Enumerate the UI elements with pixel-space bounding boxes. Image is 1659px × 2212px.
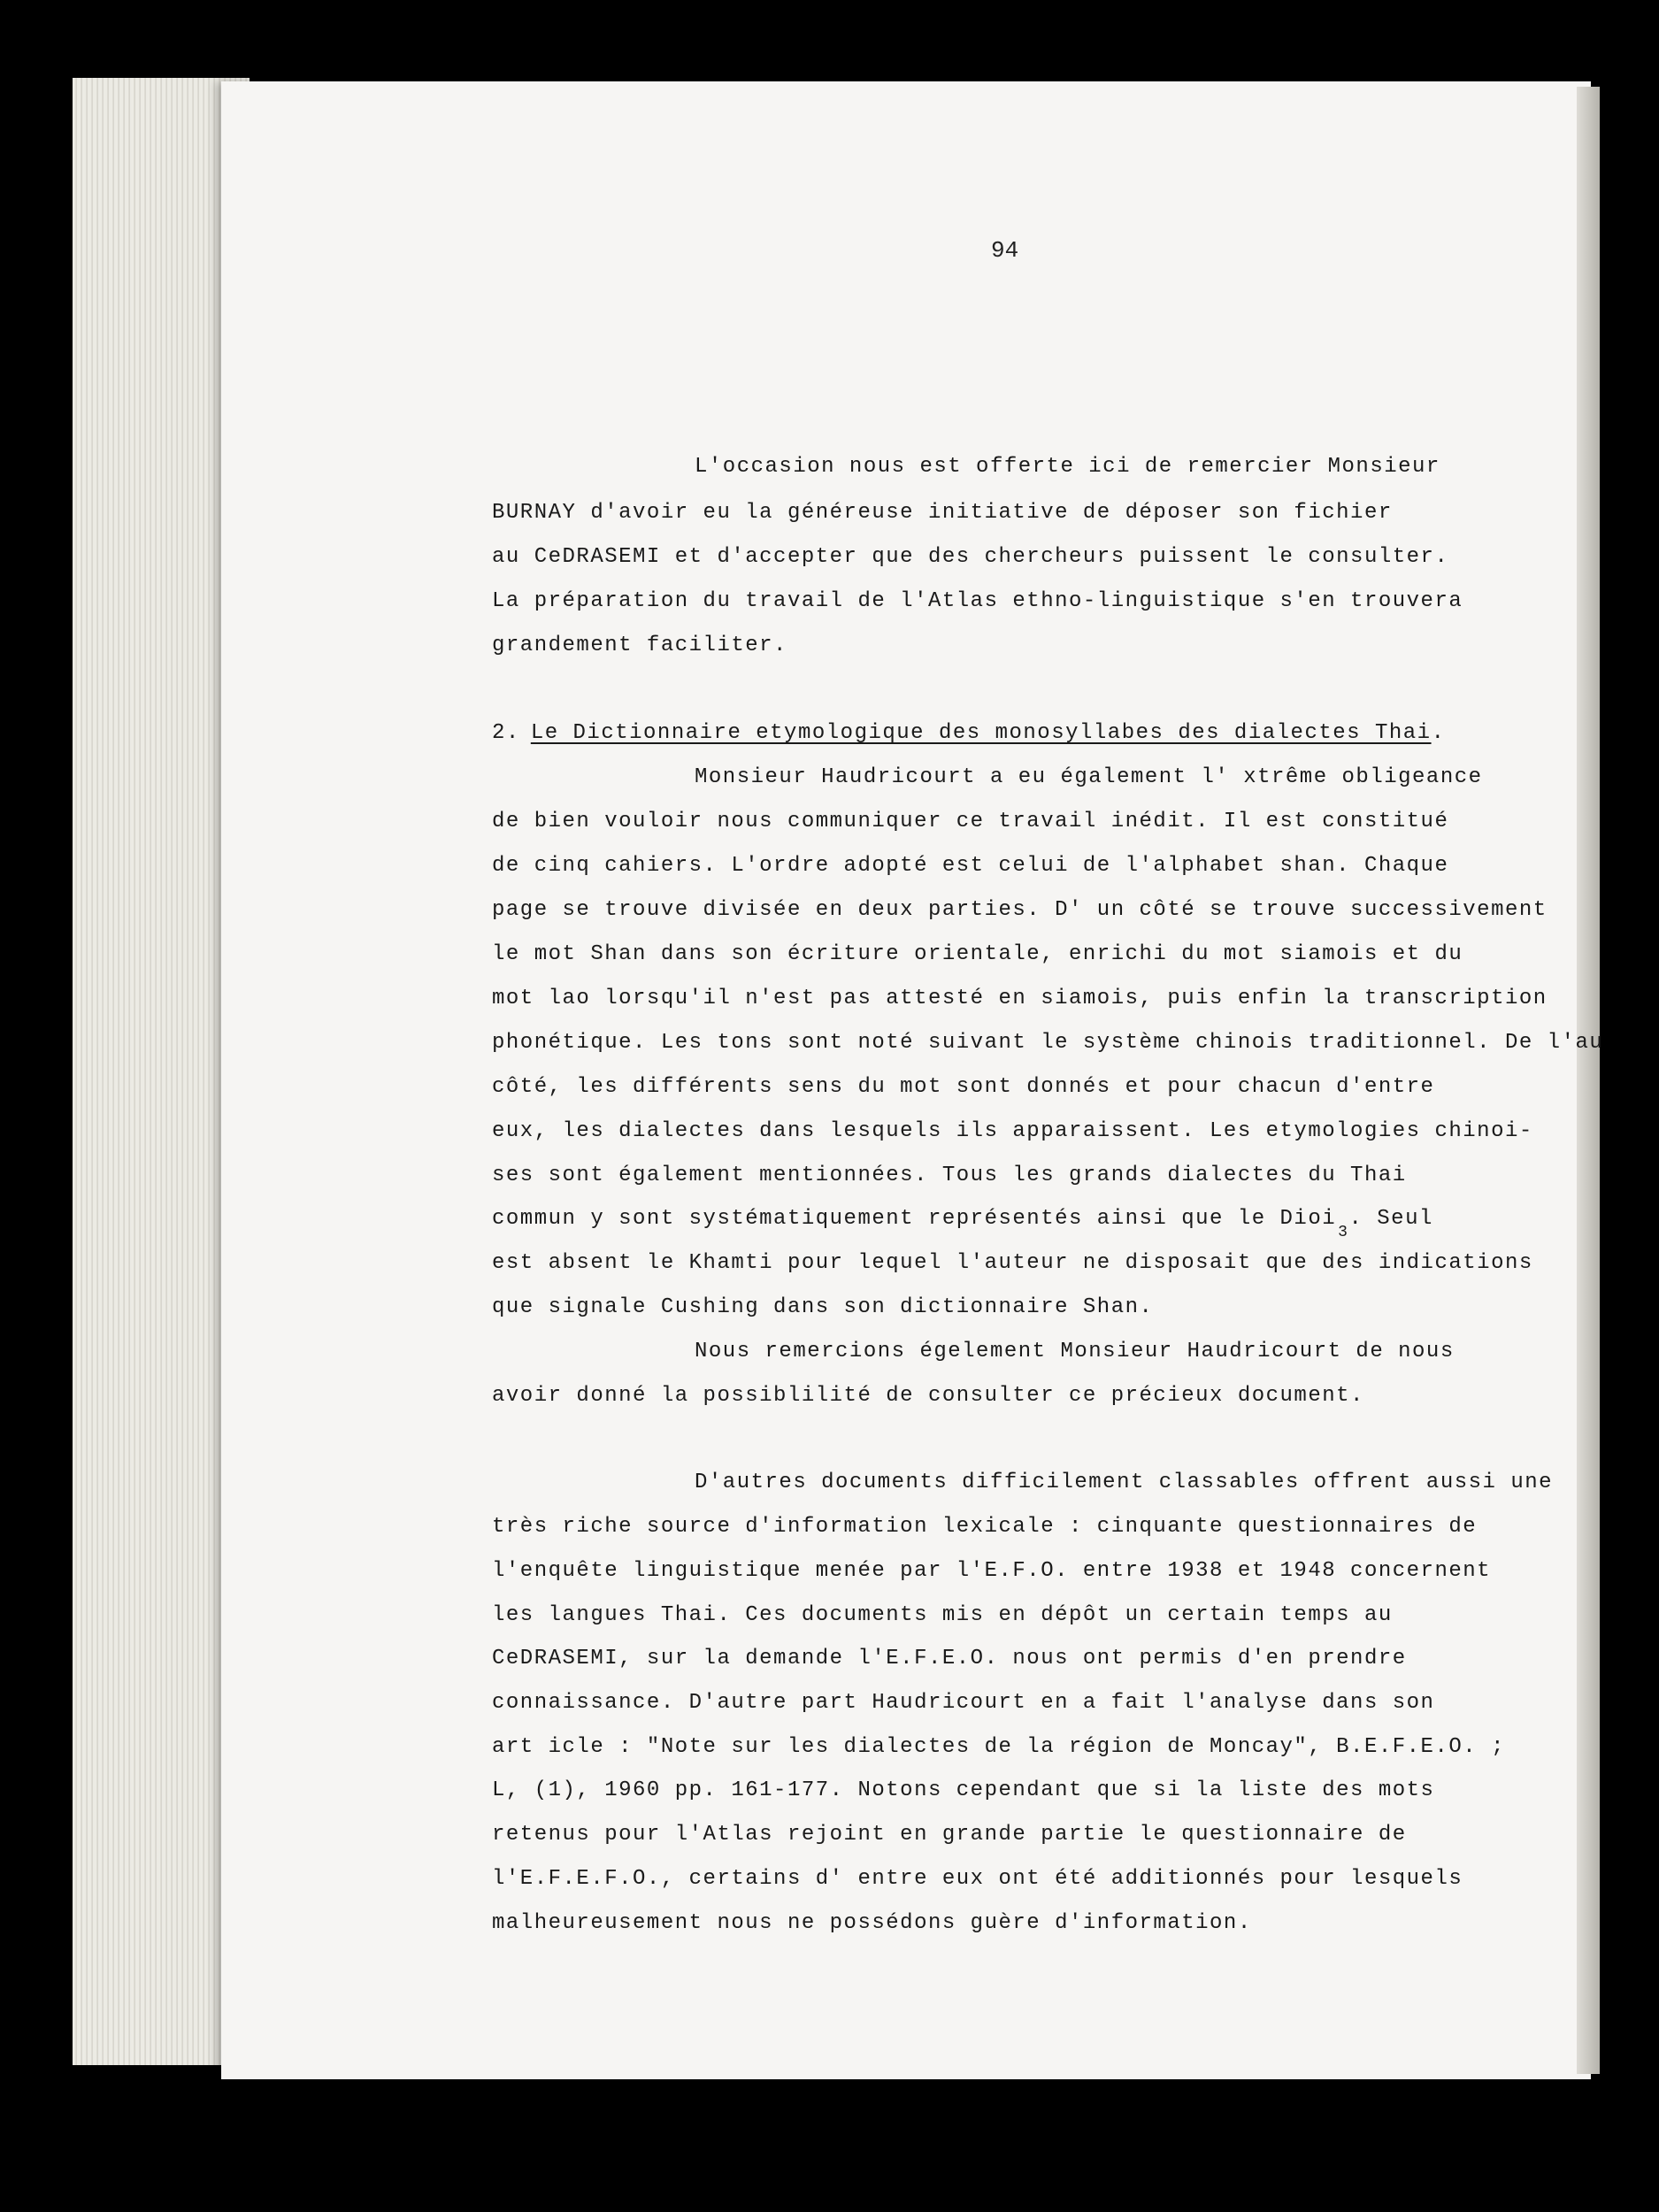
- paragraph4-line: L, (1), 1960 pp. 161-177. Notons cependant que si la liste des mots: [492, 1778, 1435, 1802]
- paragraph4-line: CeDRASEMI, sur la demande l'E.F.E.O. nous ont permis d'en prendre: [492, 1647, 1407, 1671]
- footnote-after: . Seul: [1348, 1207, 1433, 1231]
- paragraph2-line-with-footnote: [492, 1207, 1433, 1241]
- paragraph2-line: ses sont également mentionnées. Tous les grands dialectes du Thai: [492, 1164, 1407, 1187]
- paragraph2-line: Monsieur Haudricourt a eu également l' xtrême obligeance: [695, 765, 1483, 789]
- paragraph4-line: l'E.F.E.F.O., certains d' entre eux ont été additionnés pour lesquels: [492, 1867, 1463, 1891]
- paragraph1-line: au CeDRASEMI et d'accepter que des chercheurs puissent le consulter.: [492, 545, 1449, 569]
- section-number: 2.: [492, 721, 520, 745]
- paragraph2-line: que signale Cushing dans son dictionnaire Shan.: [492, 1295, 1154, 1319]
- footnote-mark: 3: [1338, 1224, 1349, 1241]
- section-title: Le Dictionnaire etymologique des monosyllabes des dialectes Thai: [530, 721, 1432, 745]
- paragraph1-line: La préparation du travail de l'Atlas ethno-linguistique s'en trouvera: [492, 589, 1463, 613]
- paragraph2-line: de bien vouloir nous communiquer ce travail inédit. Il est constitué: [492, 810, 1449, 833]
- paragraph2-line: page se trouve divisée en deux parties. D' un côté se trouve successivement: [492, 898, 1548, 922]
- paragraph3-line: avoir donné la possiblilité de consulter ce précieux document.: [492, 1384, 1364, 1408]
- paragraph4-line: retenus pour l'Atlas rejoint en grande partie le questionnaire de: [492, 1823, 1407, 1847]
- section-title-end: .: [1431, 721, 1446, 745]
- paragraph2-line: mot lao lorsqu'il n'est pas attesté en siamois, puis enfin la transcription: [492, 987, 1548, 1010]
- paragraph2-line: eux, les dialectes dans lesquels ils apparaissent. Les etymologies chinoi-: [492, 1119, 1533, 1143]
- paragraph2-line: commun y sont systématiquement représentés ainsi que le Dioi: [492, 1207, 1337, 1231]
- paragraph4-line: D'autres documents difficilement classables offrent aussi une: [695, 1471, 1554, 1494]
- section-heading: [492, 721, 1445, 745]
- paragraph2-line: côté, les différents sens du mot sont donnés et pour chacun d'entre: [492, 1075, 1435, 1099]
- paragraph3-line: Nous remercions égelement Monsieur Haudricourt de nous: [695, 1340, 1455, 1363]
- paragraph2-line: phonétique. Les tons sont noté suivant le système chinois traditionnel. De l'au: [492, 1031, 1604, 1055]
- paragraph4-line: les langues Thai. Ces documents mis en dépôt un certain temps au: [492, 1603, 1393, 1627]
- paragraph4-line: très riche source d'information lexicale : cinquante questionnaires de: [492, 1515, 1478, 1539]
- paragraph4-line: malheureusement nous ne possédons guère d'information.: [492, 1911, 1252, 1935]
- paragraph4-line: art icle : "Note sur les dialectes de la région de Moncay", B.E.F.E.O. ;: [492, 1735, 1505, 1759]
- paragraph2-line: le mot Shan dans son écriture orientale, enrichi du mot siamois et du: [492, 942, 1463, 966]
- page-number: 94: [991, 237, 1019, 264]
- paragraph4-line: connaissance. D'autre part Haudricourt en a fait l'analyse dans son: [492, 1691, 1435, 1715]
- paragraph1-line: L'occasion nous est offerte ici de remercier Monsieur: [695, 455, 1440, 479]
- paragraph4-line: l'enquête linguistique menée par l'E.F.O. entre 1938 et 1948 concernent: [492, 1559, 1492, 1583]
- paragraph1-line: BURNAY d'avoir eu la généreuse initiative de déposer son fichier: [492, 501, 1393, 525]
- paragraph1-line: grandement faciliter.: [492, 634, 787, 657]
- paragraph2-line: de cinq cahiers. L'ordre adopté est celui de l'alphabet shan. Chaque: [492, 854, 1449, 878]
- paragraph2-line: est absent le Khamti pour lequel l'auteur ne disposait que des indications: [492, 1251, 1533, 1275]
